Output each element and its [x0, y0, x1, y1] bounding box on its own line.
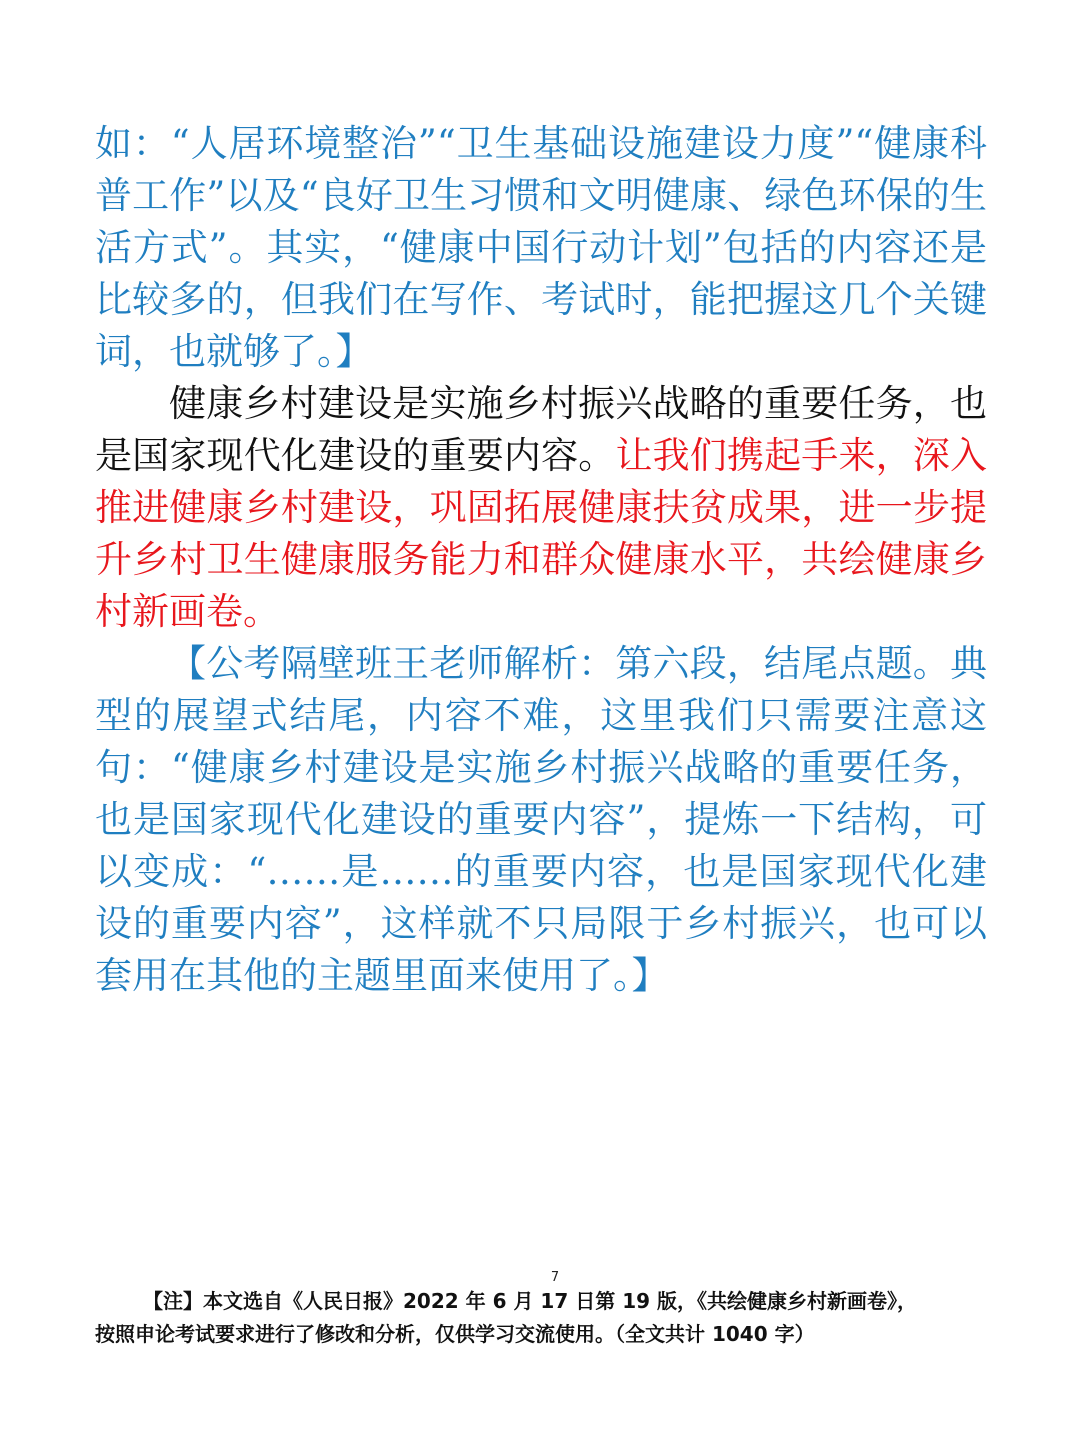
- analysis-paragraph: [95, 638, 987, 1002]
- document-body: [95, 118, 987, 1002]
- footnote: [95, 1285, 987, 1351]
- analysis-text: 如：“人居环境整治”“卫生基础设施建设力度”“健康科普工作”以及“良好卫生习惯和文明健康、绿色环保的生活方式”。其实，“健康中国行动计划”包括的内容还是比较多的，但我们在写作、考试时，能把握这几个关键词，也就够了。】: [95, 122, 987, 373]
- page-number: 7: [550, 1270, 560, 1285]
- highlighted-text: 让我们携起手来，深入推进健康乡村建设，巩固拓展健康扶贫成果，进一步提升乡村卫生健康服务能力和群众健康水平，共绘健康乡村新画卷。: [95, 434, 988, 633]
- analysis-text: 【公考隔壁班王老师解析：第六段，结尾点题。典型的展望式结尾，内容不难，这里我们只需要注意这句：“健康乡村建设是实施乡村振兴战略的重要任务，也是国家现代化建设的重要内容”，提炼一下结构，可以变成：“……是……的重要内容，也是国家现代化建设的重要内容”，这样就不只局限于乡村振兴，也可以套用在其他的主题里面来使用了。】: [95, 642, 987, 997]
- footnote-line: 【注】本文选自《人民日报》2022 年 6 月 17 日第 19 版，《共绘健康乡村新画卷》，: [143, 1289, 917, 1313]
- analysis-paragraph-continued: [95, 118, 987, 378]
- body-paragraph: [95, 378, 987, 638]
- body-text: 健康乡村建设是实施乡村振兴战略的重要任务，也是国家现代化建设的重要内容。: [95, 382, 987, 477]
- footnote-line: 按照申论考试要求进行了修改和分析，仅供学习交流使用。（全文共计 1040 字）: [95, 1322, 815, 1346]
